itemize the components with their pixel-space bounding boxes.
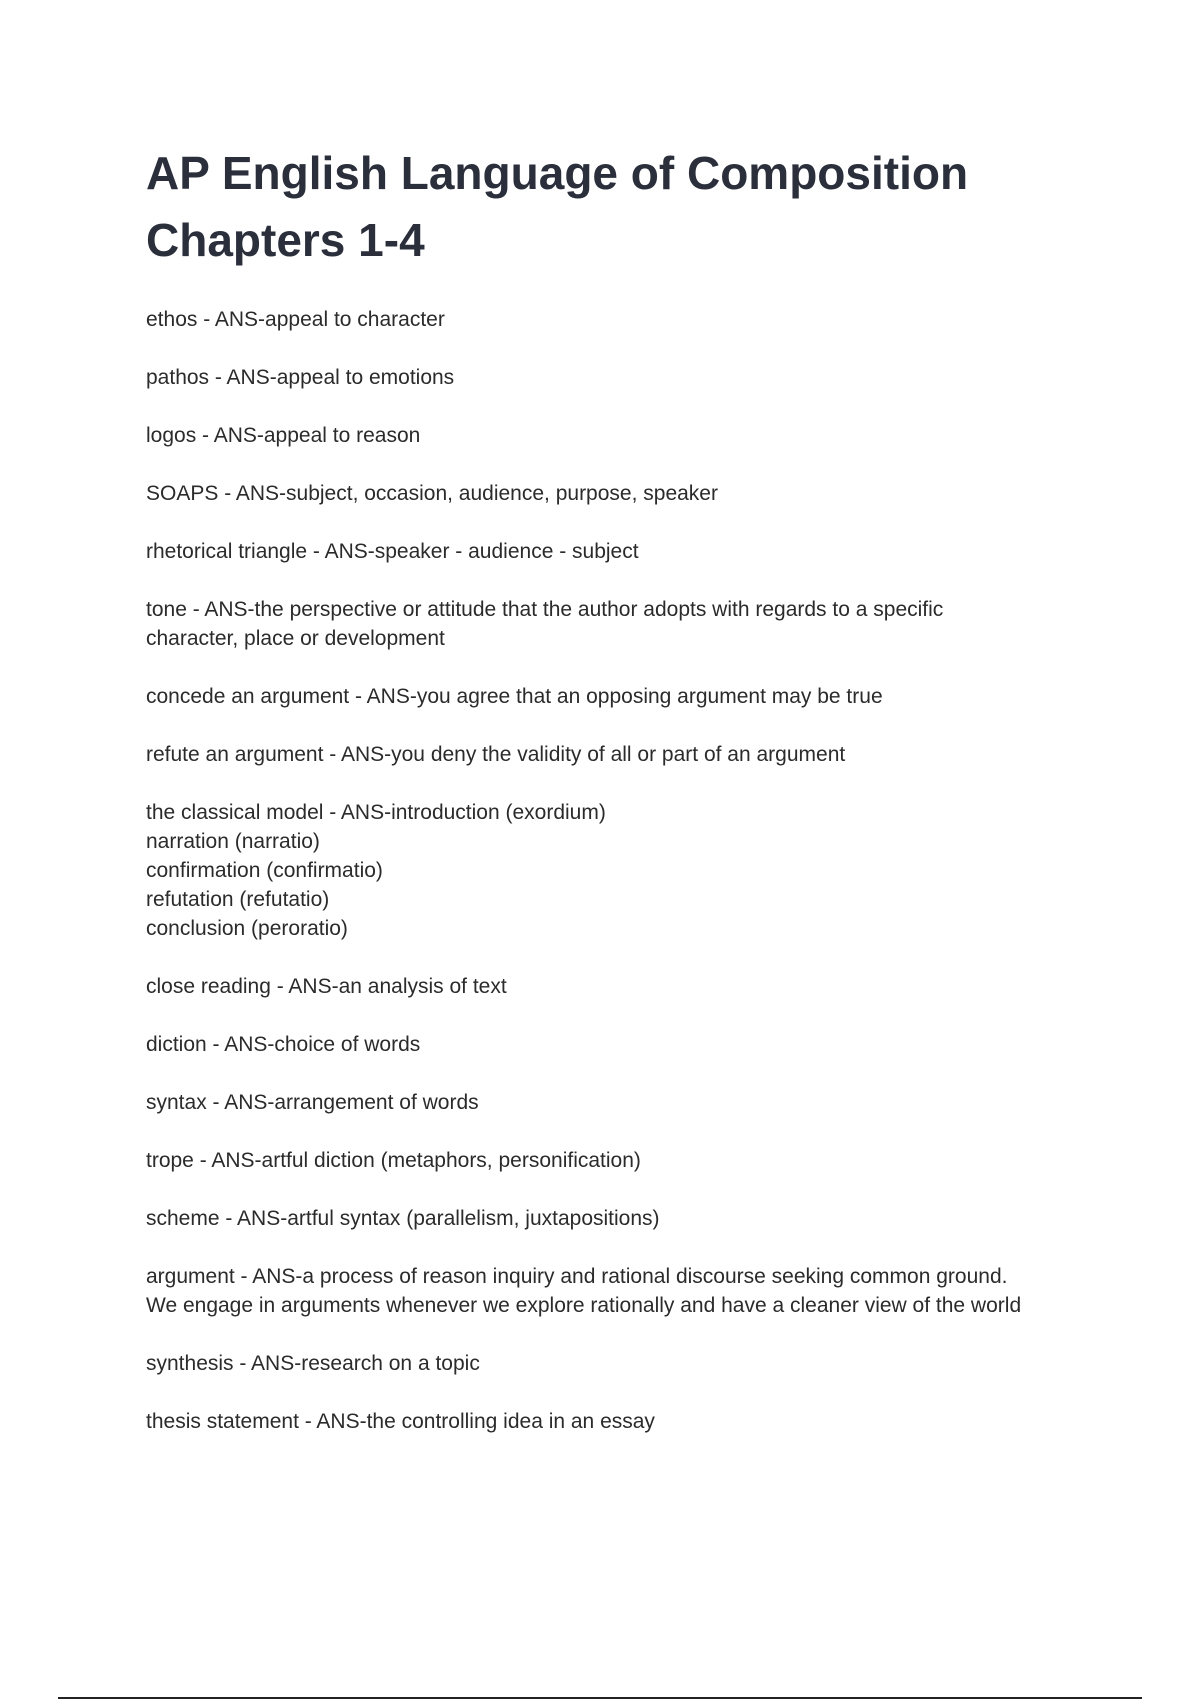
term-trope: trope - ANS-artful diction (metaphors, personification) [146, 1149, 641, 1172]
term-tone: tone - ANS-the perspective or attitude that the author adopts with regards to a specific character, place or development [146, 598, 944, 650]
term-synthesis: synthesis - ANS-research on a topic [146, 1352, 480, 1375]
term-rhetorical-triangle: rhetorical triangle - ANS-speaker - audience - subject [146, 540, 639, 563]
term-scheme: scheme - ANS-artful syntax (parallelism, juxtapositions) [146, 1207, 660, 1230]
term-list [146, 305, 1096, 1465]
term-concede-argument: concede an argument - ANS-you agree that an opposing argument may be true [146, 685, 883, 708]
document-title: AP English Language of Composition Chapters 1-4 [146, 147, 969, 266]
term-soaps: SOAPS - ANS-subject, occasion, audience, purpose, speaker [146, 482, 718, 505]
term-ethos: ethos - ANS-appeal to character [146, 308, 445, 331]
term-diction: diction - ANS-choice of words [146, 1033, 421, 1056]
term-refute-argument: refute an argument - ANS-you deny the validity of all or part of an argument [146, 743, 846, 766]
term-syntax: syntax - ANS-arrangement of words [146, 1091, 479, 1114]
term-argument: argument - ANS-a process of reason inquiry and rational discourse seeking common ground. We engage in arguments whenever we explore rationally and have a cleaner view of the world [146, 1265, 1022, 1317]
term-pathos: pathos - ANS-appeal to emotions [146, 366, 455, 389]
term-classical-model: the classical model - ANS-introduction (exordium) narration (narratio) confirmation (confirmatio) refutation (refutatio) conclusion (peroratio) [146, 801, 606, 940]
term-logos: logos - ANS-appeal to reason [146, 424, 421, 447]
term-thesis-statement: thesis statement - ANS-the controlling idea in an essay [146, 1410, 655, 1433]
footer-divider [58, 1697, 1142, 1699]
term-close-reading: close reading - ANS-an analysis of text [146, 975, 507, 998]
